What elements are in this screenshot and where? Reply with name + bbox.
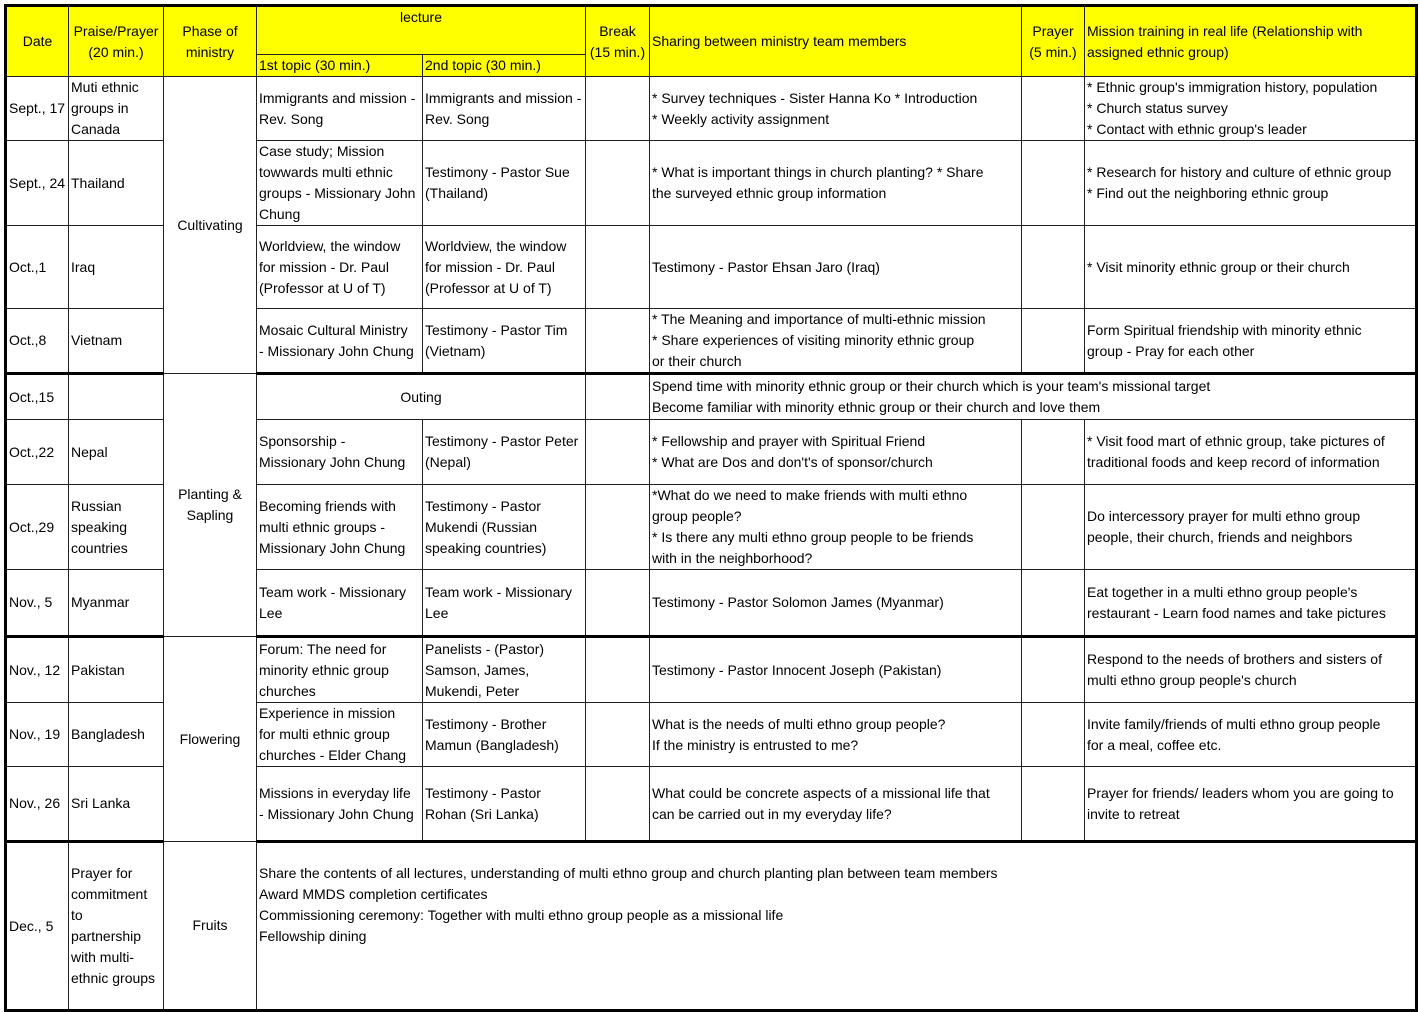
prayer-cell: [1022, 77, 1085, 141]
praise-cell: Iraq: [69, 226, 164, 309]
sharing-cell: *What do we need to make friends with multi ethno group people? * Is there any multi ethno group people to be friends with in the neighborhood?: [650, 485, 1022, 570]
break-cell: [586, 767, 650, 842]
prayer-cell: [1022, 703, 1085, 767]
mission-cell: * Research for history and culture of ethnic group * Find out the neighboring ethnic group: [1085, 141, 1417, 226]
date-cell: Sept., 24: [6, 141, 69, 226]
break-cell: [586, 703, 650, 767]
sharing-cell: * Survey techniques - Sister Hanna Ko * Introduction * Weekly activity assignment: [650, 77, 1022, 141]
topic2-cell: Team work - Missionary Lee: [423, 570, 586, 637]
topic2-cell: Testimony - Pastor Tim (Vietnam): [423, 309, 586, 374]
prayer-cell: [1022, 637, 1085, 703]
break-cell: [586, 374, 650, 420]
topic2-cell: Testimony - Brother Mamun (Bangladesh): [423, 703, 586, 767]
praise-cell: Muti ethnic groups in Canada: [69, 77, 164, 141]
praise-cell: Pakistan: [69, 637, 164, 703]
topic1-cell: Immigrants and mission - Rev. Song: [257, 77, 423, 141]
phase-cell-flowering: Flowering: [164, 637, 257, 842]
phase-cell-planting: Planting & Sapling: [164, 374, 257, 637]
sharing-cell: What could be concrete aspects of a missional life that can be carried out in my everyday life?: [650, 767, 1022, 842]
topic1-cell: Mosaic Cultural Ministry - Missionary John Chung: [257, 309, 423, 374]
topic1-cell: Team work - Missionary Lee: [257, 570, 423, 637]
topic2-cell: Testimony - Pastor Rohan (Sri Lanka): [423, 767, 586, 842]
date-cell: Oct.,15: [6, 374, 69, 420]
topic1-cell: Sponsorship - Missionary John Chung: [257, 420, 423, 485]
break-cell: [586, 77, 650, 141]
topic2-cell: Panelists - (Pastor) Samson, James, Mukendi, Peter: [423, 637, 586, 703]
prayer-cell: [1022, 570, 1085, 637]
break-cell: [586, 309, 650, 374]
prayer-cell: [1022, 420, 1085, 485]
topic1-cell: Missions in everyday life - Missionary John Chung: [257, 767, 423, 842]
table-row: [6, 842, 1417, 1011]
table-row: [6, 637, 1417, 703]
praise-cell: Myanmar: [69, 570, 164, 637]
sharing-cell: * The Meaning and importance of multi-ethnic mission * Share experiences of visiting minority ethnic group or their church: [650, 309, 1022, 374]
topic2-cell: Testimony - Pastor Sue (Thailand): [423, 141, 586, 226]
mission-cell: * Visit food mart of ethnic group, take pictures of traditional foods and keep record of information: [1085, 420, 1417, 485]
header-sharing: Sharing between ministry team members: [650, 6, 1022, 77]
prayer-cell: [1022, 767, 1085, 842]
prayer-cell: [1022, 485, 1085, 570]
break-cell: [586, 637, 650, 703]
topic1-cell: Forum: The need for minority ethnic group churches: [257, 637, 423, 703]
header-topic2: 2nd topic (30 min.): [423, 55, 586, 77]
topic2-cell: Worldview, the window for mission - Dr. Paul (Professor at U of T): [423, 226, 586, 309]
topic1-cell: Becoming friends with multi ethnic groups - Missionary John Chung: [257, 485, 423, 570]
mission-cell: Do intercessory prayer for multi ethno group people, their church, friends and neighbors: [1085, 485, 1417, 570]
header-prayer: Prayer (5 min.): [1022, 6, 1085, 77]
date-cell: Oct.,1: [6, 226, 69, 309]
header-break: Break (15 min.): [586, 6, 650, 77]
header-date: Date: [6, 6, 69, 77]
sharing-cell: Testimony - Pastor Ehsan Jaro (Iraq): [650, 226, 1022, 309]
praise-cell: Prayer for commitment to partnership with multi- ethnic groups: [69, 842, 164, 1011]
date-cell: Oct.,29: [6, 485, 69, 570]
date-cell: Nov., 19: [6, 703, 69, 767]
sharing-cell: Testimony - Pastor Solomon James (Myanmar): [650, 570, 1022, 637]
mission-cell: * Visit minority ethnic group or their church: [1085, 226, 1417, 309]
header-mission: Mission training in real life (Relationship with assigned ethnic group): [1085, 6, 1417, 77]
topic2-cell: Testimony - Pastor Mukendi (Russian speaking countries): [423, 485, 586, 570]
header-praise-prayer: Praise/Prayer (20 min.): [69, 6, 164, 77]
date-cell: Dec., 5: [6, 842, 69, 1011]
break-cell: [586, 141, 650, 226]
break-cell: [586, 570, 650, 637]
break-cell: [586, 420, 650, 485]
praise-cell: Russian speaking countries: [69, 485, 164, 570]
mission-cell: Respond to the needs of brothers and sisters of multi ethno group people's church: [1085, 637, 1417, 703]
schedule-table: [4, 4, 1418, 1012]
prayer-cell: [1022, 309, 1085, 374]
phase-cell-fruits: Fruits: [164, 842, 257, 1011]
date-cell: Nov., 5: [6, 570, 69, 637]
outing-sharing-cell: Spend time with minority ethnic group or their church which is your team's missional target Become familiar with minority ethnic group or their church and love them: [650, 374, 1417, 420]
final-content-cell: Share the contents of all lectures, understanding of multi ethno group and church planting plan between team members Award MMDS completion certificates Commissioning ceremony: Together with multi ethno group people as a missional life Fellowship dining: [257, 842, 1417, 1011]
sharing-cell: * Fellowship and prayer with Spiritual Friend * What are Dos and don't's of sponsor/church: [650, 420, 1022, 485]
topic1-cell: Case study; Mission towwards multi ethnic groups - Missionary John Chung: [257, 141, 423, 226]
sharing-cell: * What is important things in church planting? * Share the surveyed ethnic group information: [650, 141, 1022, 226]
prayer-cell: [1022, 141, 1085, 226]
praise-cell: Vietnam: [69, 309, 164, 374]
mission-cell: * Ethnic group's immigration history, population * Church status survey * Contact with ethnic group's leader: [1085, 77, 1417, 141]
topic1-cell: Worldview, the window for mission - Dr. Paul (Professor at U of T): [257, 226, 423, 309]
sharing-cell: What is the needs of multi ethno group people? If the ministry is entrusted to me?: [650, 703, 1022, 767]
mission-cell: Invite family/friends of multi ethno group people for a meal, coffee etc.: [1085, 703, 1417, 767]
date-cell: Oct.,22: [6, 420, 69, 485]
topic2-cell: Immigrants and mission - Rev. Song: [423, 77, 586, 141]
praise-cell: Bangladesh: [69, 703, 164, 767]
break-cell: [586, 485, 650, 570]
date-cell: Nov., 26: [6, 767, 69, 842]
sharing-cell: Testimony - Pastor Innocent Joseph (Pakistan): [650, 637, 1022, 703]
table-row: [6, 374, 1417, 420]
praise-cell: Nepal: [69, 420, 164, 485]
praise-cell: Sri Lanka: [69, 767, 164, 842]
prayer-cell: [1022, 226, 1085, 309]
topic1-cell: Experience in mission for multi ethnic group churches - Elder Chang: [257, 703, 423, 767]
date-cell: Nov., 12: [6, 637, 69, 703]
break-cell: [586, 226, 650, 309]
mission-cell: Prayer for friends/ leaders whom you are going to invite to retreat: [1085, 767, 1417, 842]
praise-cell: [69, 374, 164, 420]
table-row: [6, 77, 1417, 141]
header-topic1: 1st topic (30 min.): [257, 55, 423, 77]
phase-cell-cultivating: Cultivating: [164, 77, 257, 374]
date-cell: Sept., 17: [6, 77, 69, 141]
header-phase: Phase of ministry: [164, 6, 257, 77]
praise-cell: Thailand: [69, 141, 164, 226]
header-lecture: lecture: [257, 6, 586, 55]
mission-cell: Eat together in a multi ethno group people's restaurant - Learn food names and take pictures: [1085, 570, 1417, 637]
date-cell: Oct.,8: [6, 309, 69, 374]
mission-cell: Form Spiritual friendship with minority ethnic group - Pray for each other: [1085, 309, 1417, 374]
lecture-outing-cell: Outing: [257, 374, 586, 420]
topic2-cell: Testimony - Pastor Peter (Nepal): [423, 420, 586, 485]
